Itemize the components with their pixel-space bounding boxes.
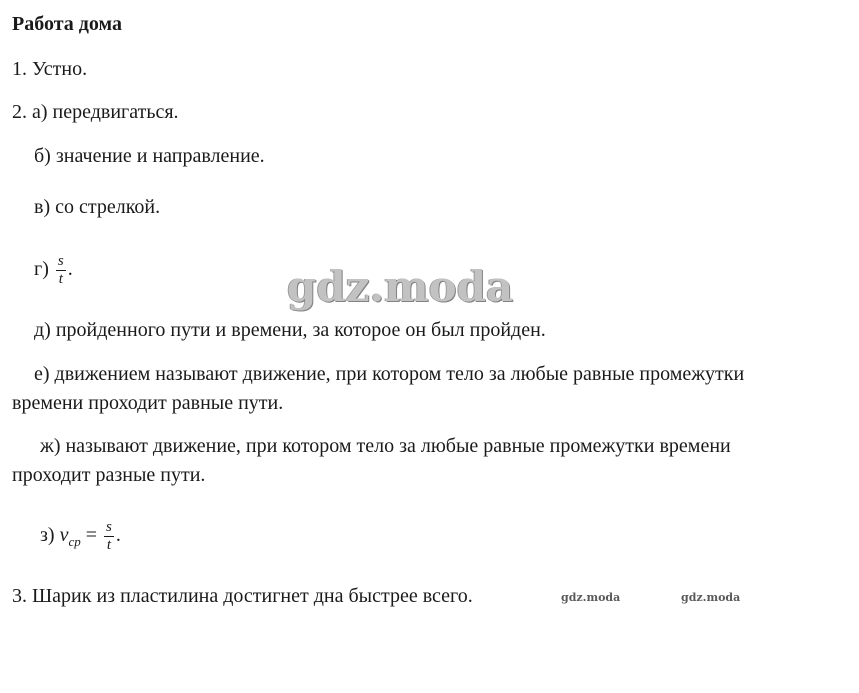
answer-2zh-line2: проходит разные пути. [12,464,206,486]
velocity-subscript: ср [68,534,81,550]
equals-sign: = [85,524,98,547]
answer-2z-suffix: . [115,524,121,547]
answer-2g [34,253,73,288]
fraction-s-over-t-2 [104,519,114,554]
answer-2d: д) пройденного пути и времени, за которое он был пройден. [34,319,546,341]
answer-2e-line2: времени проходит равные пути. [12,392,284,414]
fraction-s-over-t [56,253,66,288]
answer-2v: в) со стрелкой. [34,196,161,218]
answer-2e-line1: е) движением называют движение, при котором тело за любые равные промежутки [34,363,745,385]
fraction-numerator: s [57,253,64,269]
answer-3: 3. Шарик из пластилина достигнет дна быстрее всего. [12,585,473,607]
answer-1: 1. Устно. [12,58,88,80]
answer-2b: б) значение и направление. [34,145,265,167]
answer-2g-suffix: . [67,258,73,281]
watermark-small-2: gdz.moda [681,591,741,604]
answer-2a: 2. а) передвигаться. [12,101,179,123]
answer-2z-prefix: з) [40,524,55,547]
fraction-denominator-2: t [106,537,112,553]
answer-2zh-line1: ж) называют движение, при котором тело за любые равные промежутки времени [40,435,731,457]
answer-2z [40,519,121,557]
answer-2g-prefix: г) [34,258,49,281]
watermark-logo: gdz.moda [287,262,514,311]
fraction-denominator: t [58,271,63,287]
watermark-small-1: gdz.moda [561,591,621,604]
fraction-numerator-2: s [106,519,112,535]
velocity-symbol: $v_{ср}$ [59,524,81,550]
page-title: Работа дома [12,13,122,35]
